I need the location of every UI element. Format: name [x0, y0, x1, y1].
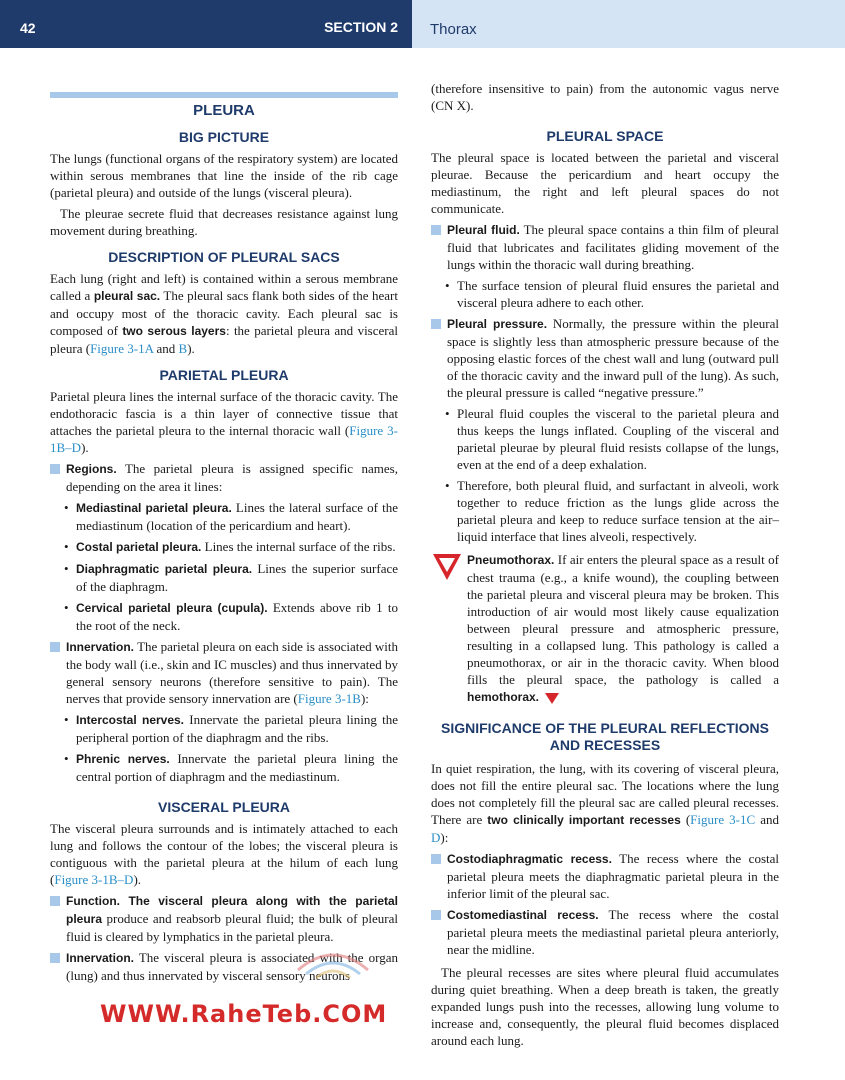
header-bar-right: [412, 0, 845, 48]
bullet-surface-tension: • The surface tension of pleural fluid ensures the parietal and visceral pleura adhere to each other.: [431, 277, 779, 311]
big-picture-heading: BIG PICTURE: [178, 129, 270, 145]
description-paragraph: Each lung (right and left) is contained within a serous membrane called a pleural sac. The pleural sacs flank both sides of the heart and occupy most of the thoracic cavity. Each pleural sac is composed of two serous layers: the parietal pleura and visceral pleura (Figure 3-1A and B).: [50, 271, 398, 356]
costomediastinal-item: Costomediastinal recess. The recess where the costal parietal pleura meets the mediastinal parietal pleura anteriorly, near the midline.: [431, 906, 779, 958]
bullet-mediastinal: • Mediastinal parietal pleura. Lines the lateral surface of the mediastinum (location of the pericardium and heart).: [50, 499, 398, 534]
bullet-cervical: • Cervical parietal pleura (cupula). Extends above rib 1 to the root of the neck.: [50, 599, 398, 634]
bullet-phrenic: • Phrenic nerves. Innervate the parietal pleura lining the central portion of diaphragm and the mediastinum.: [50, 750, 398, 785]
chapter-title: Thorax: [430, 21, 477, 38]
big-picture-p1: The lungs (functional organs of the respiratory system) are located within serous membranes that line the inside of the rib cage (parietal pleura) and outside of the lungs (visceral pleura).: [50, 151, 398, 200]
figure-link[interactable]: Figure 3-1B–D: [50, 423, 398, 455]
pleural-space-heading: PLEURAL SPACE: [546, 128, 664, 144]
regions-item: Regions. The parietal pleura is assigned specific names, depending on the area it lines:: [50, 460, 398, 495]
figure-link[interactable]: Figure 3-1A: [90, 341, 154, 356]
right-column: [431, 80, 779, 1053]
bullet-diaphragmatic: • Diaphragmatic parietal pleura. Lines the superior surface of the diaphragm.: [50, 560, 398, 595]
visceral-paragraph: The visceral pleura surrounds and is intimately attached to each lung and follows the contour of the lobes; the visceral pleura is contiguous with the parietal pleura at the hilum of each lung (Figure 3-1B–D).: [50, 821, 398, 887]
recesses-paragraph: The pleural recesses are sites where pleural fluid accumulates during quiet breathing. When a deep breath is taken, the greatly expanded lungs push into the recesses, allowing lung volume to increase and, consequently, the pleural fluid becomes displaced around each lung.: [431, 965, 779, 1048]
figure-link[interactable]: D: [431, 830, 441, 845]
big-picture-p2: The pleurae secrete fluid that decreases resistance against lung movement during breathing.: [50, 206, 398, 238]
visceral-heading: VISCERAL PLEURA: [158, 799, 290, 815]
reflections-heading: SIGNIFICANCE OF THE PLEURAL REFLECTIONS AND RECESSES: [441, 720, 769, 753]
pleural-fluid-item: Pleural fluid. The pleural space contains a thin film of pleural fluid that lubricates and facilitates gliding movement of the lungs within the thoracic wall during breathing.: [431, 221, 779, 273]
figure-link[interactable]: Figure 3-1B: [297, 691, 361, 706]
reflections-paragraph: In quiet respiration, the lung, with its covering of visceral pleura, does not fill the entire pleural sac. The locations where the lung does not completely fill the pleural sac are called pleural recesses. There are two clinically important recesses (Figure 3-1C and D):: [431, 761, 779, 845]
left-column: [50, 80, 398, 988]
continued-text: (therefore insensitive to pain) from the autonomic vagus nerve (CN X).: [431, 81, 779, 113]
watermark-logo-icon: [288, 930, 378, 1000]
parietal-paragraph: Parietal pleura lines the internal surface of the thoracic cavity. The endothoracic fascia is a thin layer of connective tissue that attaches the parietal pleura to the internal thoracic wall (Figure 3-1B–D).: [50, 389, 398, 455]
visceral-innervation-item: Innervation. The visceral pleura is associated with the organ (lung) and thus innervated by visceral sensory neurons: [50, 949, 398, 984]
bullet-coupling: • Pleural fluid couples the visceral to the parietal pleura and thus keeps the lungs inflated. Coupling of the visceral and parietal pleurae by pleural fluid resists collapse of the lungs, even at the end of a deep exhalation.: [431, 405, 779, 473]
bullet-costal: • Costal parietal pleura. Lines the internal surface of the ribs.: [50, 538, 398, 556]
bullet-surfactant: • Therefore, both pleural fluid, and surfactant in alveoli, work together to reduce friction as the lungs glide across the parietal pleura and keep to reduce surface tension at the air–liquid interface that lines alveoli, respectively.: [431, 477, 779, 545]
description-heading: DESCRIPTION OF PLEURAL SACS: [108, 249, 340, 265]
pleural-pressure-item: Pleural pressure. Normally, the pressure within the pleural space is slightly less than atmospheric pressure because of the opposing elastic forces of the chest wall and lung (outward pull of the thoracic cavity and the inward pull of the lung). As such, the pleural pressure is called “negative pressure.”: [431, 315, 779, 401]
header-bar-left: [0, 0, 412, 48]
clinical-end-triangle-icon: [545, 693, 559, 704]
parietal-heading: PARIETAL PLEURA: [159, 367, 289, 383]
figure-link[interactable]: Figure 3-1C: [690, 812, 756, 827]
figure-link[interactable]: B: [178, 341, 188, 356]
function-item: Function. The visceral pleura along with the parietal pleura produce and reabsorb pleural fluid; the bulk of pleural fluid is cleared by lymphatics in the parietal pleura.: [50, 892, 398, 945]
watermark-site: WWW.RaheTeb.COM: [100, 1000, 388, 1028]
innervation-item: Innervation. The parietal pleura on each side is associated with the body wall (i.e., skin and IC muscles) and thus innervated by general sensory neurons (therefore sensitive to pain). The nerves that provide sensory innervation are (Figure 3-1B):: [50, 638, 398, 707]
bullet-intercostal: • Intercostal nerves. Innervate the parietal pleura lining the peripheral portion of the diaphragm and the ribs.: [50, 711, 398, 746]
section-label: SECTION 2: [324, 19, 398, 35]
costodiaphragmatic-item: Costodiaphragmatic recess. The recess where the costal parietal pleura meets the diaphragmatic parietal pleura in the inferior limit of the pleural sac.: [431, 850, 779, 902]
figure-link[interactable]: Figure 3-1B–D: [54, 872, 134, 887]
page-number: 42: [20, 20, 36, 36]
clinical-note: Pneumothorax. If air enters the pleural space as a result of chest trauma (e.g., a knife wound), the coupling between the parietal pleura and visceral pleura may be broken. This introduction of air would most likely cause equalization between pleural pressure and atmospheric pressure, resulting in a collapsed lung. This pathology is called a pneumothorax, or air in the thoracic cavity. When blood fills the pleural space, the pathology is called a hemothorax.: [431, 551, 779, 706]
topic-heading: PLEURA: [50, 92, 398, 119]
pleural-space-paragraph: The pleural space is located between the parietal and visceral pleurae. Because the pericardium and heart occupy the mediastinum, the right and left pleural spaces do not communicate.: [431, 150, 779, 216]
clinical-triangle-icon: [433, 554, 461, 580]
